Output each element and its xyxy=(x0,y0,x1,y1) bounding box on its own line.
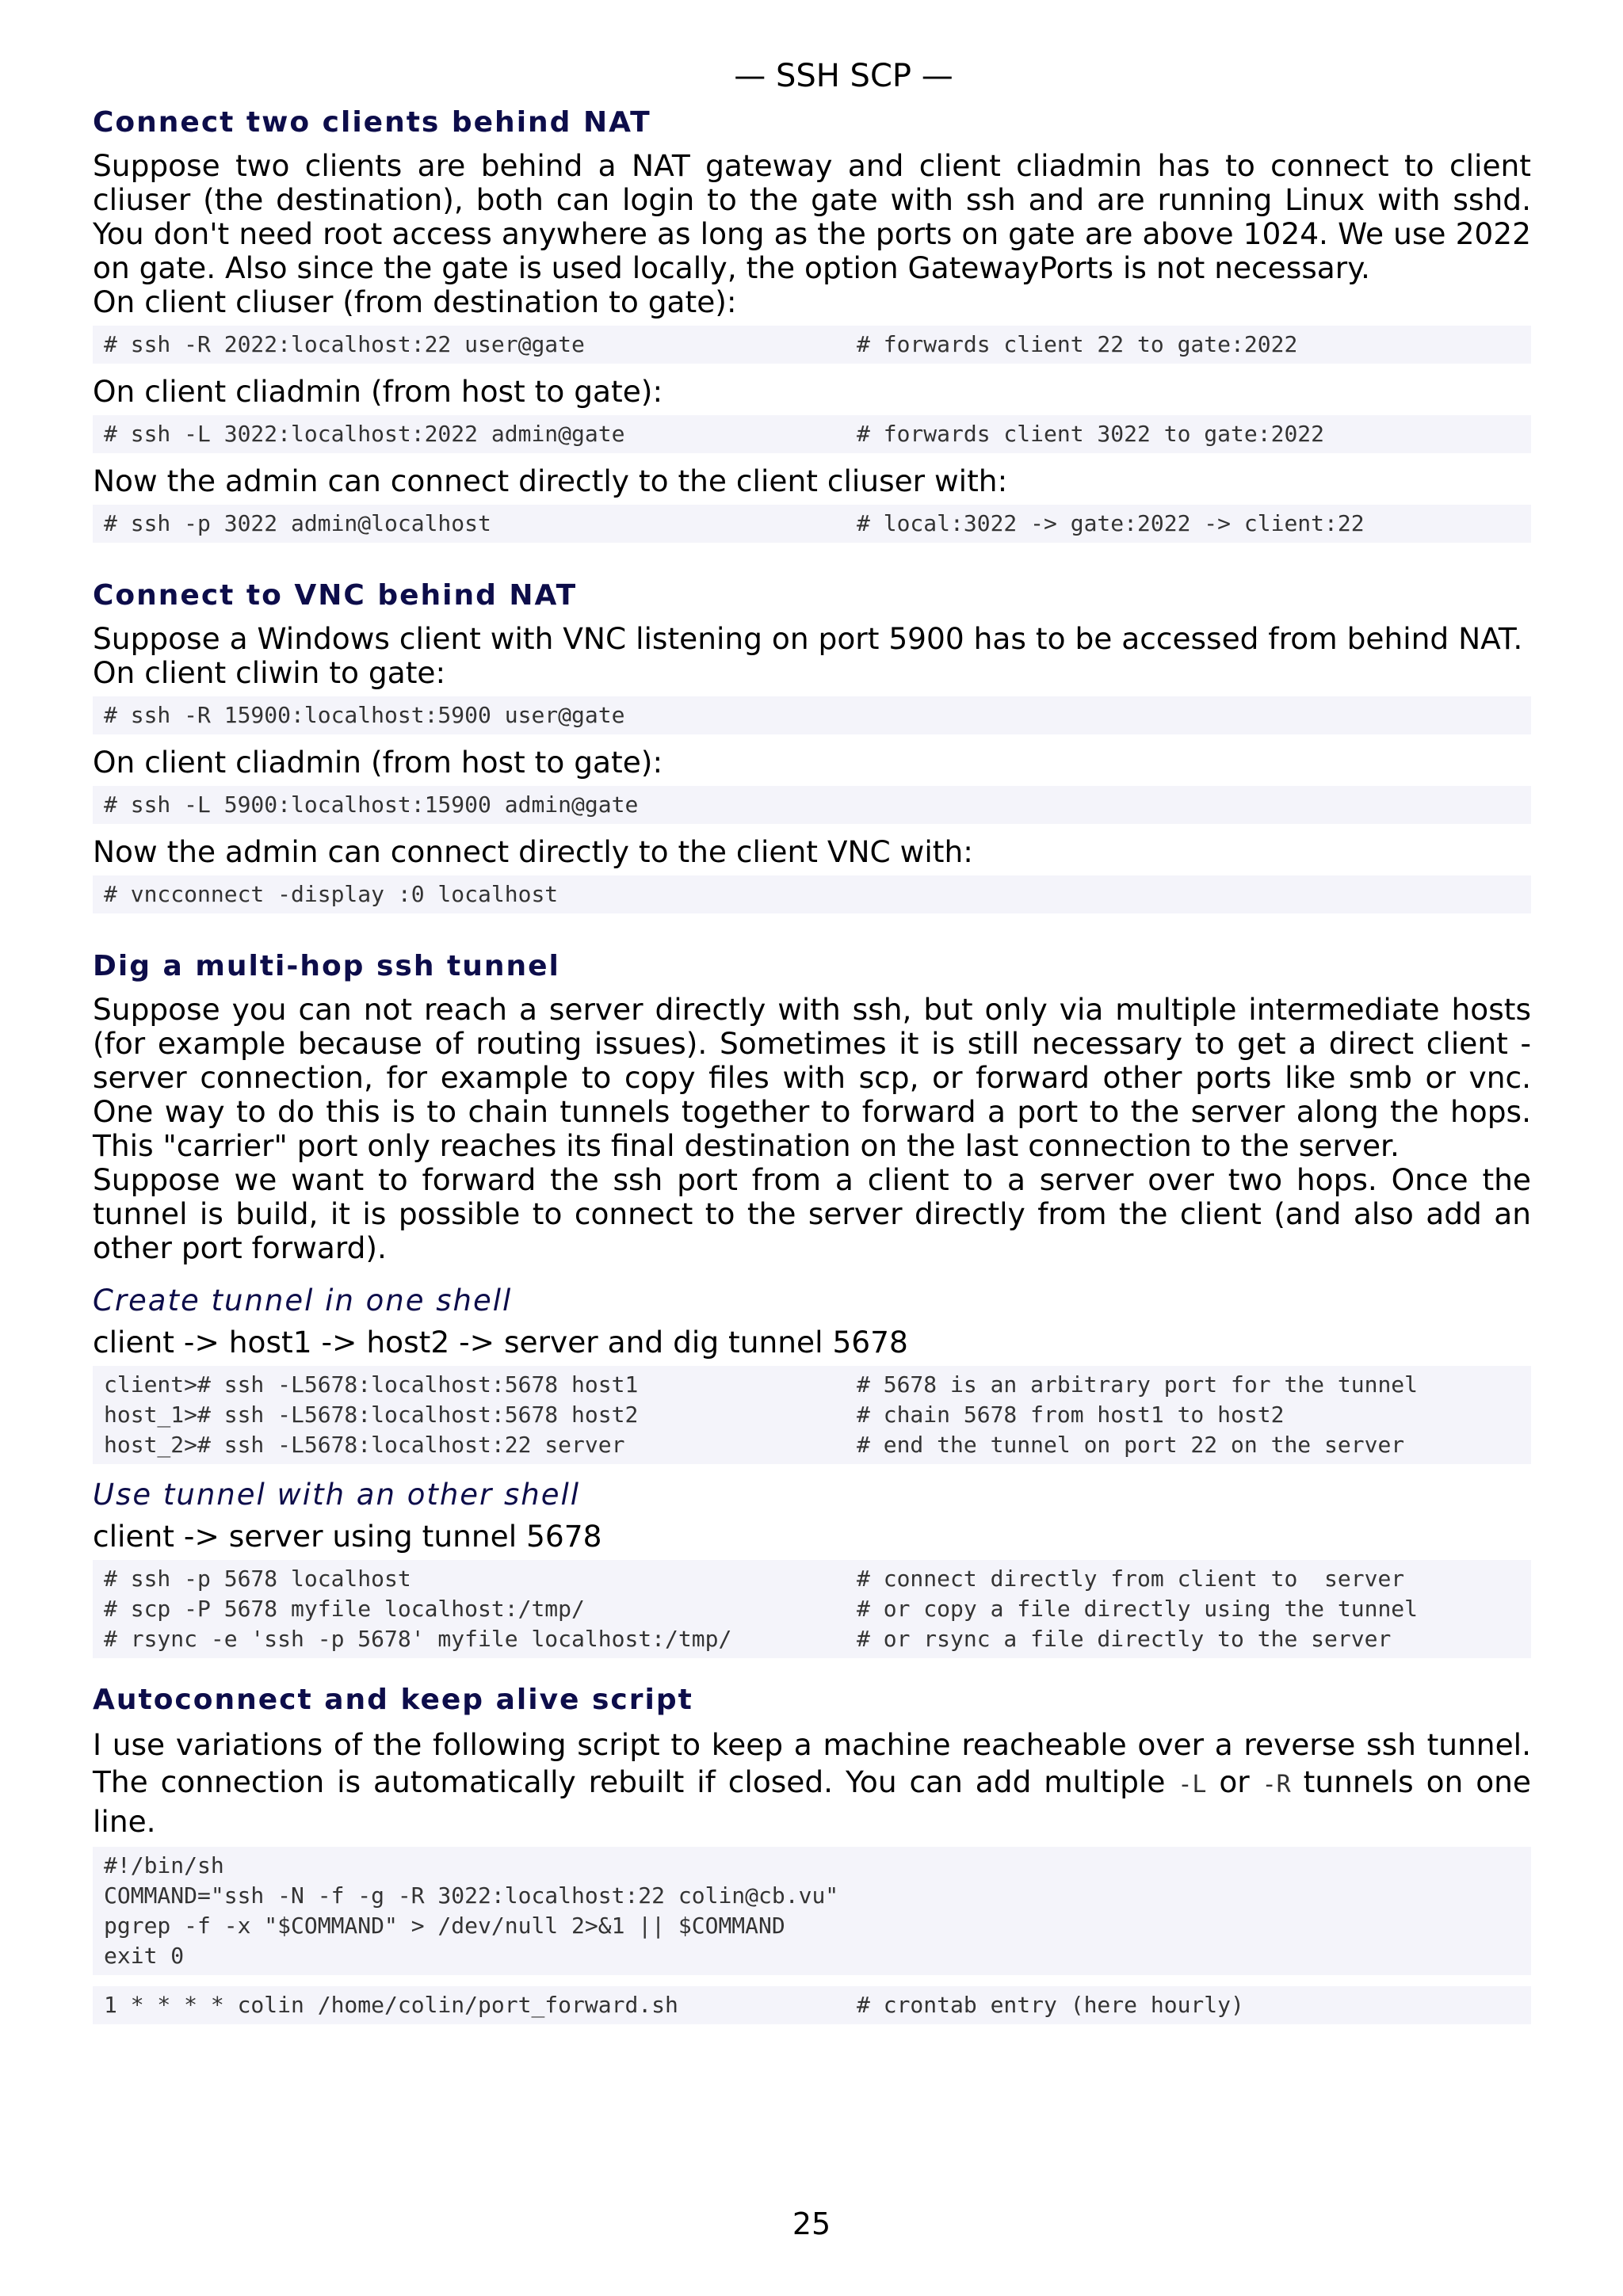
paragraph: On client cliadmin (from host to gate): xyxy=(93,374,663,409)
code-block xyxy=(93,1986,1531,2024)
inline-code: -L xyxy=(1178,1771,1207,1798)
code-comment: # or copy a file directly using the tunnel xyxy=(857,1596,1419,1622)
code-line: # vncconnect -display :0 localhost xyxy=(104,881,559,907)
code-line xyxy=(104,1370,1520,1400)
code-line: #!/bin/sh xyxy=(104,1852,224,1878)
code-command: # ssh -p 5678 localhost xyxy=(104,1566,411,1592)
section-title-autoconnect-script: Autoconnect and keep alive script xyxy=(93,1684,693,1716)
paragraph xyxy=(93,1726,1531,1840)
code-line xyxy=(104,509,1520,539)
code-line: pgrep -f -x "$COMMAND" > /dev/null 2>&1 || $COMMAND xyxy=(104,1913,785,1939)
paragraph: On client cliuser (from destination to gate): xyxy=(93,284,737,319)
code-comment: # chain 5678 from host1 to host2 xyxy=(857,1402,1285,1428)
code-comment: # 5678 is an arbitrary port for the tunnel xyxy=(857,1371,1419,1398)
paragraph: Suppose two clients are behind a NAT gateway and client cliadmin has to connect to client cliuser (the destination), both can login to the gate with ssh and are running Linux with sshd. You don't need root access anywhere as long as the ports on gate are above 1024. We use 2022 on gate. Also since the gate is used locally, the option GatewayPorts is not necessary. xyxy=(93,148,1531,285)
code-block xyxy=(93,875,1531,913)
code-command: # ssh -L 3022:localhost:2022 admin@gate xyxy=(104,421,625,447)
paragraph: Now the admin can connect directly to the client cliuser with: xyxy=(93,463,1008,498)
code-comment: # connect directly from client to server xyxy=(857,1566,1405,1592)
code-line xyxy=(104,1990,1520,2020)
code-line: COMMAND="ssh -N -f -g -R 3022:localhost:22 colin@cb.vu" xyxy=(104,1882,839,1909)
code-line xyxy=(104,1430,1520,1460)
section-title-multi-hop-tunnel: Dig a multi-hop ssh tunnel xyxy=(93,950,560,982)
code-block xyxy=(93,415,1531,453)
code-command: # ssh -p 3022 admin@localhost xyxy=(104,510,491,536)
paragraph: On client cliwin to gate: xyxy=(93,655,446,690)
code-block xyxy=(93,696,1531,734)
code-line: exit 0 xyxy=(104,1943,185,1969)
code-block xyxy=(93,786,1531,824)
code-line: # ssh -L 5900:localhost:15900 admin@gate xyxy=(104,791,639,818)
code-command: # rsync -e 'ssh -p 5678' myfile localhost:/tmp/ xyxy=(104,1626,732,1652)
code-command: # ssh -R 2022:localhost:22 user@gate xyxy=(104,331,585,357)
paragraph: client -> host1 -> host2 -> server and dig tunnel 5678 xyxy=(93,1325,908,1360)
code-line xyxy=(104,1624,1520,1654)
code-block xyxy=(93,326,1531,364)
paragraph: Suppose you can not reach a server directly with ssh, but only via multiple intermediate hosts (for example because of routing issues). Sometimes it is still necessary to get a direct client - server connection, for example to copy files with scp, or forward other ports like smb or vnc. One way to do this is to chain tunnels together to forward a port to the server along the hops. This "carrier" port only reaches its final destination on the last connection to the server. xyxy=(93,992,1531,1163)
paragraph: Now the admin can connect directly to the client VNC with: xyxy=(93,834,973,869)
paragraph: On client cliadmin (from host to gate): xyxy=(93,745,663,780)
code-line xyxy=(104,1400,1520,1430)
inline-code: -R xyxy=(1262,1771,1291,1798)
code-block xyxy=(93,1560,1531,1658)
code-command: host_2># ssh -L5678:localhost:22 server xyxy=(104,1432,625,1458)
code-command: client># ssh -L5678:localhost:5678 host1 xyxy=(104,1371,639,1398)
code-line xyxy=(104,330,1520,360)
code-line xyxy=(104,1594,1520,1624)
section-title-vnc-behind-nat: Connect to VNC behind NAT xyxy=(93,579,578,612)
paragraph: Suppose a Windows client with VNC listening on port 5900 has to be accessed from behind NAT. xyxy=(93,621,1523,656)
paragraph-text: I use variations of the following script to keep a machine reacheable over a reverse ssh tunnel. The connection is automatically rebuilt if closed. You can add multiple xyxy=(93,1727,1531,1799)
code-comment: # forwards client 22 to gate:2022 xyxy=(857,331,1298,357)
code-block xyxy=(93,1366,1531,1464)
code-comment: # forwards client 3022 to gate:2022 xyxy=(857,421,1325,447)
code-command: 1 * * * * colin /home/colin/port_forward.sh xyxy=(104,1992,678,2018)
code-comment: # end the tunnel on port 22 on the server xyxy=(857,1432,1405,1458)
code-comment: # or rsync a file directly to the server xyxy=(857,1626,1392,1652)
document-page xyxy=(93,54,1531,2035)
paragraph: client -> server using tunnel 5678 xyxy=(93,1519,602,1554)
code-comment: # crontab entry (here hourly) xyxy=(857,1992,1244,2018)
running-header: — SSH SCP — xyxy=(734,58,953,94)
code-command: host_1># ssh -L5678:localhost:5678 host2 xyxy=(104,1402,639,1428)
subsection-title-use-tunnel: Use tunnel with an other shell xyxy=(93,1478,581,1512)
paragraph-text: tunnels on one line. xyxy=(93,1764,1531,1839)
code-command: # scp -P 5678 myfile localhost:/tmp/ xyxy=(104,1596,585,1622)
code-comment: # local:3022 -> gate:2022 -> client:22 xyxy=(857,510,1365,536)
paragraph: Suppose we want to forward the ssh port from a client to a server over two hops. Once the tunnel is build, it is possible to connect to the server directly from the client (and also add an other port forward). xyxy=(93,1162,1531,1265)
code-block xyxy=(93,505,1531,543)
code-line xyxy=(104,419,1520,449)
subsection-title-create-tunnel: Create tunnel in one shell xyxy=(93,1283,513,1318)
code-block xyxy=(93,1847,1531,1975)
code-line: # ssh -R 15900:localhost:5900 user@gate xyxy=(104,702,625,728)
code-line xyxy=(104,1564,1520,1594)
section-title-connect-two-clients: Connect two clients behind NAT xyxy=(93,106,651,139)
paragraph-text: or xyxy=(1206,1764,1262,1799)
page-number: 25 xyxy=(792,2206,831,2241)
